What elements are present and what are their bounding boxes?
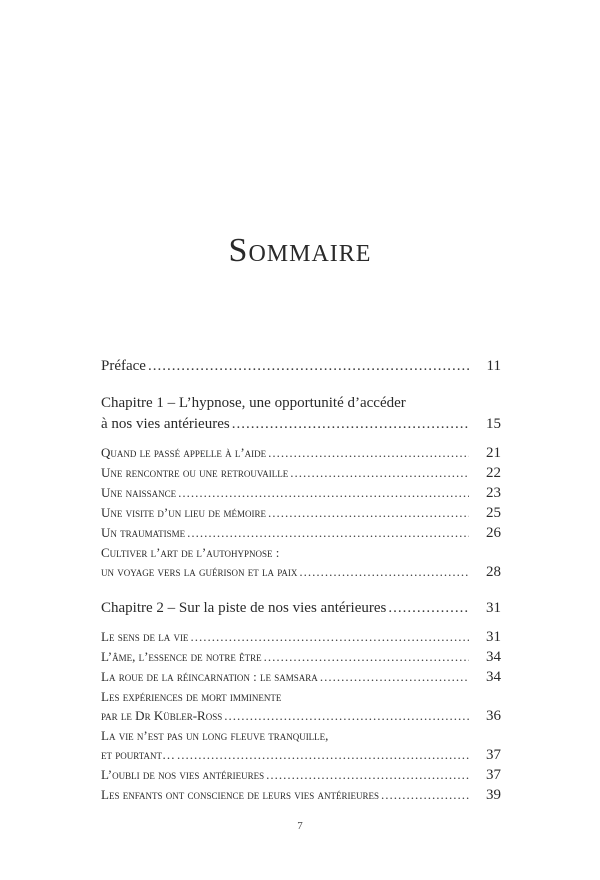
table-of-contents (101, 356, 501, 805)
entry-label-line2: et pourtant… (101, 747, 175, 762)
leader-dots (320, 667, 469, 686)
page-number: 31 (486, 629, 501, 645)
page-title: Sommaire (228, 232, 372, 269)
entry-label-line2: un voyage vers la guérison et la paix (101, 564, 298, 579)
page-number: 34 (486, 669, 501, 685)
entry-label-line1: Les expériences de mort imminente (101, 689, 282, 704)
page-number: 11 (486, 358, 501, 374)
page-number: 15 (486, 416, 501, 432)
toc-entry-section[interactable] (101, 503, 501, 523)
entry-label-line1: Chapitre 1 – L’hypnose, une opportunité d’accéder (101, 395, 406, 411)
entry-label: Les enfants ont conscience de leurs vies antérieures (101, 787, 380, 802)
leader-dots (299, 562, 469, 581)
toc-entry-chapter-2[interactable] (101, 598, 501, 619)
entry-label: Une rencontre ou une retrouvaille (101, 465, 289, 480)
toc-entry-chapter-1[interactable] (101, 393, 501, 435)
toc-entry-section[interactable] (101, 647, 501, 667)
toc-entry-section[interactable] (101, 667, 501, 687)
page-number: 34 (486, 649, 501, 665)
leader-dots (268, 443, 469, 462)
entry-label: Une visite d’un lieu de mémoire (101, 505, 266, 520)
page-number: 25 (486, 505, 501, 521)
toc-entry-section[interactable] (101, 483, 501, 503)
leader-dots (187, 523, 469, 542)
leader-dots (177, 745, 469, 764)
toc-entry-section[interactable] (101, 543, 501, 582)
entry-label: Un traumatisme (101, 525, 186, 540)
entry-label-line1: La vie n’est pas un long fleuve tranquille, (101, 728, 329, 743)
entry-label: Une naissance (101, 485, 177, 500)
toc-entry-section[interactable] (101, 463, 501, 483)
toc-entry-section[interactable] (101, 443, 501, 463)
page-number: 21 (486, 445, 501, 461)
page-number: 36 (486, 708, 501, 724)
entry-label-line2: par le Dr Kübler-Ross (101, 708, 223, 723)
toc-entry-preface[interactable] (101, 356, 501, 377)
toc-entry-section[interactable] (101, 523, 501, 543)
page-number: 37 (486, 747, 501, 763)
entry-label: L’âme, l’essence de notre être (101, 649, 262, 664)
leader-dots (232, 414, 469, 435)
leader-dots (268, 503, 469, 522)
page-number: 31 (486, 600, 501, 616)
entry-label: Préface (101, 358, 146, 374)
leader-dots (148, 356, 469, 377)
leader-dots (178, 483, 469, 502)
leader-dots (224, 706, 469, 725)
entry-label: Quand le passé appelle à l’aide (101, 445, 267, 460)
leader-dots (381, 785, 469, 804)
page-number: 28 (486, 564, 501, 580)
entry-label-line2: à nos vies antérieures (101, 416, 230, 432)
leader-dots (388, 598, 469, 619)
toc-entry-section[interactable] (101, 765, 501, 785)
page-folio: 7 (297, 820, 303, 832)
leader-dots (264, 647, 469, 666)
toc-entry-section[interactable] (101, 687, 501, 726)
page-number: 39 (486, 787, 501, 803)
entry-label-line1: Cultiver l’art de l’autohypnose : (101, 545, 280, 560)
toc-entry-section[interactable] (101, 726, 501, 765)
page-number: 37 (486, 767, 501, 783)
leader-dots (190, 627, 469, 646)
leader-dots (266, 765, 469, 784)
entry-label: L’oubli de nos vies antérieures (101, 767, 265, 782)
page-number: 23 (486, 485, 501, 501)
entry-label: Chapitre 2 – Sur la piste de nos vies antérieures (101, 600, 387, 616)
entry-label: La roue de la réincarnation : le samsara (101, 669, 318, 684)
leader-dots (290, 463, 469, 482)
page-number: 26 (486, 525, 501, 541)
page-number: 22 (486, 465, 501, 481)
toc-entry-section[interactable] (101, 627, 501, 647)
toc-entry-section[interactable] (101, 785, 501, 805)
entry-label: Le sens de la vie (101, 629, 189, 644)
